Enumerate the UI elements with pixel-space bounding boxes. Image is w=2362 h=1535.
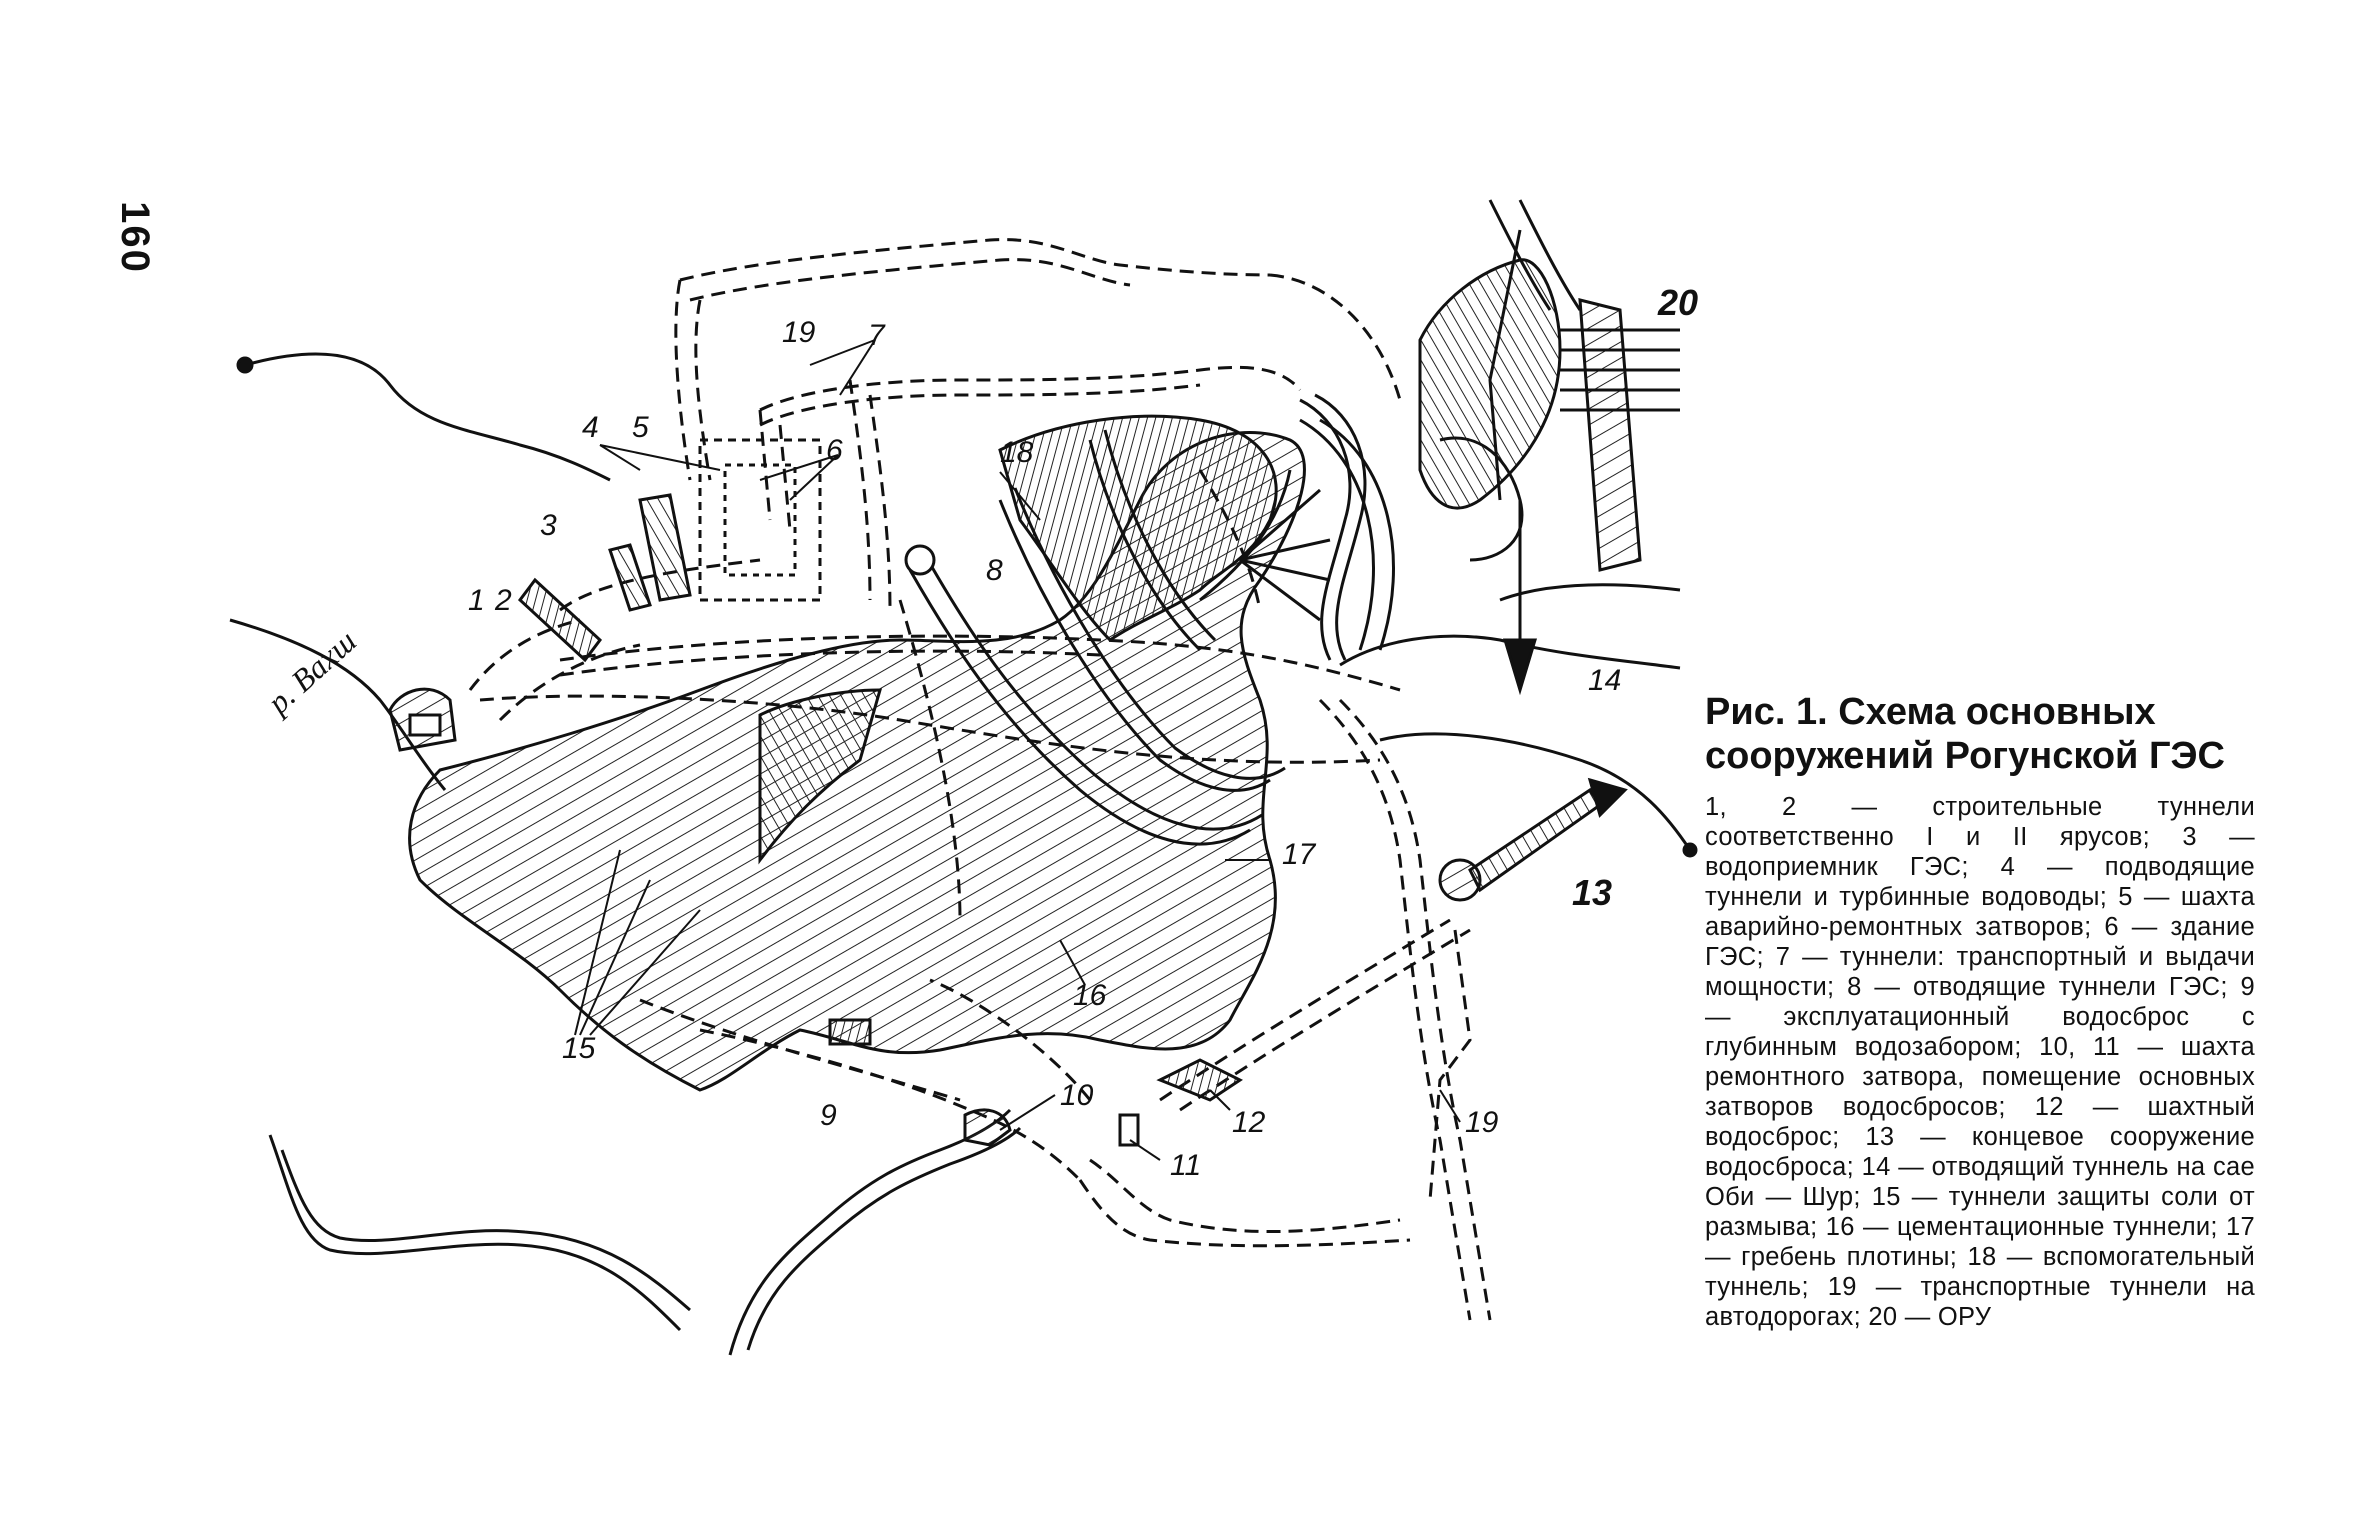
callout-15: 15 (562, 1032, 596, 1065)
callout-11: 11 (1170, 1149, 1202, 1182)
hpp-building (520, 440, 820, 660)
callout-10: 10 (1060, 1079, 1094, 1112)
scheme-drawing (220, 190, 1700, 1370)
callout-6: 6 (826, 434, 843, 467)
callout-5: 5 (632, 411, 649, 444)
river-label: р. Вахш (260, 622, 363, 721)
caption-body: 1, 2 — строительные туннели соответственно I и II ярусов; 3 — водоприемник ГЭС; 4 — подводящие туннели и турбинные водоводы; 5 — шахта аварийно-ремонтных затворов; 6 — здание ГЭС; 7 — туннели: транспортный и выдачи мощности; 8 — отводящие туннели ГЭС; 9 — эксплуатационный водосброс с глубинным водозабором; 10, 11 — шахта ремонтного затвора, помещение основных затворов водосбросов; 12 — шахтный водосброс; 13 — концевое сооружение водосброса; 14 — отводящий туннель на сае Оби — Шур; 15 — туннели защиты соли от размыва; 16 — цементационные туннели; 17 — гребень плотины; 18 — вспомогательный туннель; 19 — транспортные туннели на автодорогах; 20 — ОРУ (1705, 793, 2255, 1331)
callout-8: 8 (986, 554, 1003, 587)
callout-7: 7 (868, 319, 885, 352)
callout-19: 19 (1465, 1106, 1499, 1139)
callout-9: 9 (820, 1099, 837, 1132)
oru-switchyard (1420, 230, 1680, 690)
callout-4: 4 (582, 411, 599, 444)
callout-14: 14 (1588, 664, 1622, 697)
caption-title: Рис. 1. Схема основных сооружений Рогунской ГЭС (1705, 691, 2225, 777)
callout-3: 3 (540, 509, 557, 542)
callout-2: 2 (495, 584, 512, 617)
callout-17: 17 (1282, 838, 1316, 871)
page-number: 160 (112, 201, 157, 274)
callout-1: 1 (468, 584, 485, 617)
callout-13: 13 (1572, 872, 1613, 913)
figure-caption (1705, 690, 2255, 1332)
callout-20: 20 (1658, 282, 1699, 323)
callout-19-top: 19 (782, 316, 816, 349)
rogun-hpp-scheme-figure (220, 190, 1700, 1370)
callout-12: 12 (1232, 1106, 1266, 1139)
callout-16: 16 (1073, 979, 1107, 1012)
upstream-portal (390, 689, 455, 750)
callout-18: 18 (1000, 436, 1034, 469)
